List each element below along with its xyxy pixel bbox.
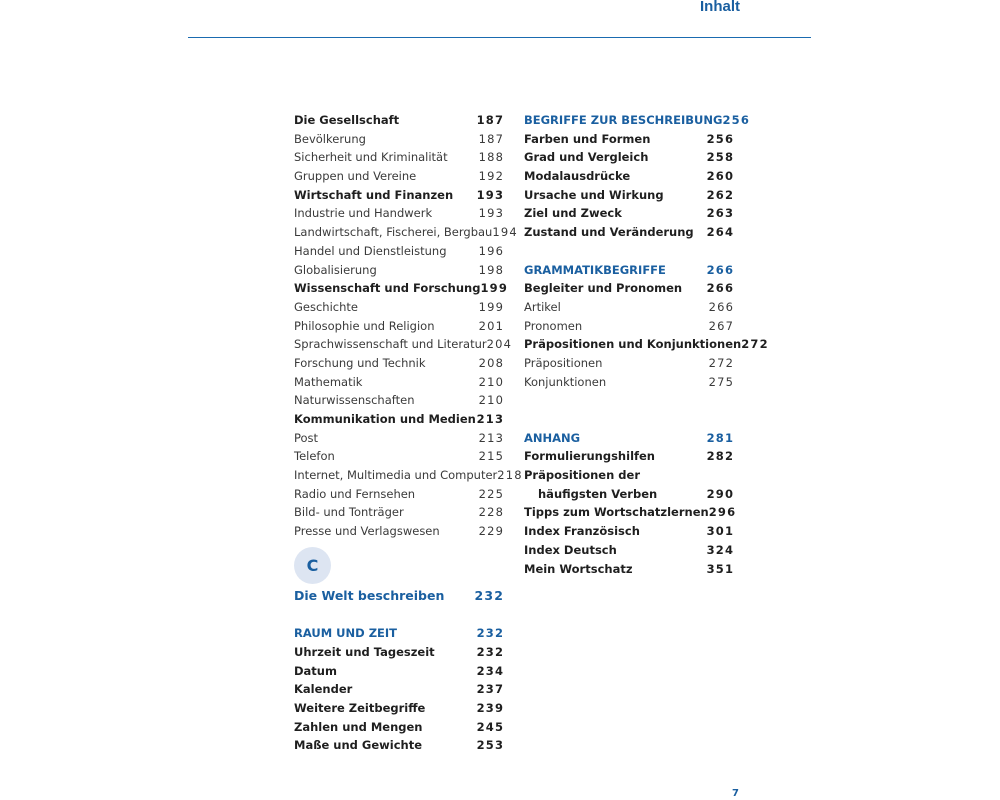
toc-entry-page: 188 (478, 150, 505, 165)
toc-list-space-time (294, 624, 503, 755)
toc-entry-label: Farben und Formen (524, 131, 651, 146)
toc-entry[interactable] (524, 186, 733, 205)
toc-entry[interactable] (524, 148, 733, 167)
toc-entry-page: 239 (476, 700, 505, 715)
toc-entry-page: 229 (478, 524, 505, 539)
toc-entry-page: 194 (492, 225, 518, 240)
toc-entry[interactable] (524, 111, 751, 130)
toc-entry-label: Post (294, 430, 319, 445)
toc-entry[interactable] (524, 522, 733, 541)
toc-entry-page: 260 (706, 169, 735, 184)
toc-entry[interactable] (524, 317, 733, 336)
header-divider (188, 37, 811, 38)
toc-entry-page: 201 (478, 318, 505, 333)
toc-entry-page: 266 (706, 262, 735, 277)
toc-entry-page: 351 (706, 561, 735, 576)
toc-entry-label: Begleiter und Pronomen (524, 281, 683, 296)
toc-entry[interactable] (524, 485, 733, 504)
toc-entry-label: Geschichte (294, 299, 358, 314)
toc-entry-page: 193 (476, 187, 505, 202)
toc-right-column (524, 111, 769, 578)
toc-entry-page: 301 (706, 524, 735, 539)
toc-entry[interactable] (294, 643, 503, 662)
toc-entry-label: Radio und Fernsehen (294, 486, 416, 501)
toc-entry[interactable] (294, 485, 503, 504)
toc-entry-page: 234 (476, 663, 505, 678)
toc-entry[interactable] (294, 522, 503, 541)
toc-entry[interactable] (294, 204, 503, 223)
toc-entry-label: Globalisierung (294, 262, 377, 277)
toc-entry-page: 218 (497, 468, 523, 483)
toc-entry[interactable] (524, 130, 733, 149)
toc-entry[interactable] (294, 410, 503, 429)
toc-entry-page: 237 (476, 682, 505, 697)
toc-entry[interactable] (294, 503, 503, 522)
toc-entry-page: 296 (708, 505, 737, 520)
toc-entry[interactable] (524, 298, 733, 317)
toc-entry[interactable] (524, 223, 733, 242)
toc-entry-page: 210 (478, 374, 505, 389)
toc-entry-page: 228 (478, 505, 505, 520)
toc-entry[interactable] (294, 466, 523, 485)
toc-entry[interactable] (294, 279, 509, 298)
toc-entry-page: 225 (478, 486, 505, 501)
toc-entry-page: 187 (476, 113, 505, 127)
toc-entry-label: Wirtschaft und Finanzen (294, 187, 454, 202)
toc-entry-page: 208 (478, 355, 505, 370)
toc-entry-page: 263 (706, 206, 735, 221)
toc-entry[interactable] (294, 391, 503, 410)
toc-entry-page: 272 (741, 337, 769, 352)
toc-entry-label: Weitere Zeitbegriffe (294, 700, 426, 715)
toc-entry-label: RAUM UND ZEIT (294, 626, 398, 641)
toc-entry-label: GRAMMATIKBEGRIFFE (524, 262, 666, 277)
toc-entry[interactable] (524, 447, 733, 466)
toc-entry-label: Index Deutsch (524, 542, 617, 557)
toc-entry-label: Bevölkerung (294, 131, 366, 146)
toc-entry-page: 192 (478, 169, 505, 184)
toc-entry-page: 267 (708, 318, 735, 333)
toc-entry[interactable] (294, 624, 503, 643)
toc-entry-page: 198 (478, 262, 505, 277)
toc-entry-page: 282 (706, 449, 735, 464)
toc-entry-label: Sprachwissenschaft und Literatur (294, 337, 487, 352)
toc-entry[interactable] (524, 373, 733, 392)
toc-entry-page: 266 (706, 281, 735, 296)
toc-entry-page: 187 (478, 131, 505, 146)
toc-entry-page: 232 (476, 626, 505, 641)
toc-entry-label: Ziel und Zweck (524, 206, 622, 221)
toc-entry[interactable] (524, 466, 733, 485)
toc-entry-label: Landwirtschaft, Fischerei, Bergbau (294, 225, 493, 240)
toc-entry-label: Datum (294, 663, 337, 678)
toc-entry-label: Tipps zum Wortschatzlernen (524, 505, 709, 520)
toc-entry[interactable] (524, 429, 733, 448)
toc-entry[interactable] (294, 447, 503, 466)
toc-entry[interactable] (294, 662, 503, 681)
toc-entry[interactable] (294, 317, 503, 336)
toc-entry-page: 193 (478, 206, 505, 221)
toc-entry-page: 324 (706, 542, 735, 557)
toc-entry-page: 245 (476, 719, 505, 734)
toc-entry[interactable] (294, 335, 513, 354)
toc-entry-label: Mathematik (294, 374, 363, 389)
toc-entry-label: Handel und Dienstleistung (294, 243, 447, 258)
toc-entry-label: Formulierungshilfen (524, 449, 655, 464)
toc-entry-label: Präpositionen und Konjunktionen (524, 337, 742, 352)
toc-entry-page: 199 (480, 281, 509, 296)
toc-entry-page: 264 (706, 225, 735, 240)
toc-list-society (294, 111, 523, 541)
toc-entry-label: Wissenschaft und Forschung (294, 281, 481, 296)
toc-entry[interactable] (294, 718, 503, 737)
toc-entry[interactable] (524, 261, 733, 280)
toc-entry-label: Gruppen und Vereine (294, 169, 417, 184)
toc-entry-label: Zahlen und Mengen (294, 719, 423, 734)
toc-entry-page: 290 (706, 486, 735, 501)
toc-entry-label: Kommunikation und Medien (294, 412, 476, 426)
toc-entry-label: Modalausdrücke (524, 169, 631, 184)
toc-entry-label: Industrie und Handwerk (294, 206, 433, 221)
toc-entry[interactable] (294, 736, 503, 755)
toc-entry-page: 213 (476, 412, 505, 426)
toc-entry-label: Bild- und Tonträger (294, 505, 404, 520)
toc-entry-label: Die Gesellschaft (294, 113, 400, 127)
toc-entry[interactable] (524, 204, 733, 223)
toc-entry-label: Grad und Vergleich (524, 150, 649, 165)
toc-entry[interactable] (294, 429, 503, 448)
toc-entry-page: 256 (706, 131, 735, 146)
toc-entry[interactable] (294, 354, 503, 373)
toc-entry-label: Artikel (524, 299, 561, 314)
toc-entry[interactable] (294, 167, 503, 186)
toc-entry-page: 232 (476, 644, 505, 659)
toc-entry[interactable] (524, 560, 733, 579)
section-badge: C (294, 547, 331, 584)
toc-entry-label: Präpositionen (524, 355, 603, 370)
toc-entry-page: 232 (474, 587, 505, 603)
toc-entry-page: 281 (706, 430, 735, 445)
toc-group (524, 261, 769, 392)
toc-entry-page: 262 (706, 187, 735, 202)
toc-entry[interactable] (524, 541, 733, 560)
page-header-title: Inhalt (700, 0, 740, 15)
toc-entry-label: Internet, Multimedia und Computer (294, 468, 498, 483)
toc-entry[interactable] (524, 335, 769, 354)
toc-entry-label: Die Welt beschreiben (294, 587, 445, 603)
toc-entry[interactable] (294, 242, 503, 261)
toc-entry-label: Pronomen (524, 318, 583, 333)
toc-group (524, 429, 737, 579)
toc-entry-page: 196 (478, 243, 505, 258)
toc-entry-label: Forschung und Technik (294, 355, 426, 370)
toc-list-right (524, 111, 769, 578)
toc-entry-label: Presse und Verlagswesen (294, 524, 440, 539)
toc-entry-page: 253 (476, 738, 505, 753)
toc-entry-label: BEGRIFFE ZUR BESCHREIBUNG (524, 113, 723, 127)
toc-entry-page: 256 (722, 113, 751, 127)
toc-entry[interactable] (294, 261, 503, 280)
toc-entry-page: 266 (708, 299, 735, 314)
toc-entry-label: Sicherheit und Kriminalität (294, 150, 448, 165)
toc-entry[interactable] (524, 354, 733, 373)
toc-entry-label: Maße und Gewichte (294, 738, 422, 753)
toc-entry-page: 204 (486, 337, 513, 352)
toc-entry[interactable] (294, 148, 503, 167)
toc-entry[interactable] (294, 111, 503, 130)
toc-entry-label: Uhrzeit und Tageszeit (294, 644, 435, 659)
toc-entry-label: Ursache und Wirkung (524, 187, 664, 202)
toc-entry[interactable] (524, 503, 737, 522)
toc-entry-label: Philosophie und Religion (294, 318, 435, 333)
toc-entry-label: Index Französisch (524, 524, 640, 539)
toc-entry-label: ANHANG (524, 430, 581, 445)
toc-entry-label: Zustand und Veränderung (524, 225, 694, 240)
toc-left-column (294, 111, 523, 755)
toc-entry-label: Präpositionen der (524, 468, 640, 483)
toc-entry-label: Telefon (294, 449, 335, 464)
toc-entry[interactable] (294, 699, 503, 718)
toc-entry-label: Konjunktionen (524, 374, 607, 389)
toc-entry-label: Kalender (294, 682, 353, 697)
toc-entry-page: 275 (708, 374, 735, 389)
toc-entry-label: häufigsten Verben (538, 486, 658, 501)
toc-entry[interactable] (294, 373, 503, 392)
toc-group (524, 111, 751, 242)
section-title-row[interactable] (294, 587, 503, 606)
toc-entry[interactable] (294, 680, 503, 699)
toc-entry[interactable] (524, 279, 733, 298)
toc-entry-label: Naturwissenschaften (294, 393, 415, 408)
page-number: 7 (732, 788, 739, 799)
toc-entry-page: 213 (478, 430, 505, 445)
toc-entry-page: 258 (706, 150, 735, 165)
toc-entry-page: 210 (478, 393, 505, 408)
toc-entry-page: 215 (478, 449, 505, 464)
toc-entry[interactable] (294, 130, 503, 149)
toc-entry-page: 199 (478, 299, 505, 314)
toc-entry[interactable] (294, 223, 518, 242)
toc-entry[interactable] (294, 186, 503, 205)
toc-entry[interactable] (524, 167, 733, 186)
toc-entry-page: 272 (708, 355, 735, 370)
toc-entry[interactable] (294, 298, 503, 317)
toc-entry-label: Mein Wortschatz (524, 561, 633, 576)
